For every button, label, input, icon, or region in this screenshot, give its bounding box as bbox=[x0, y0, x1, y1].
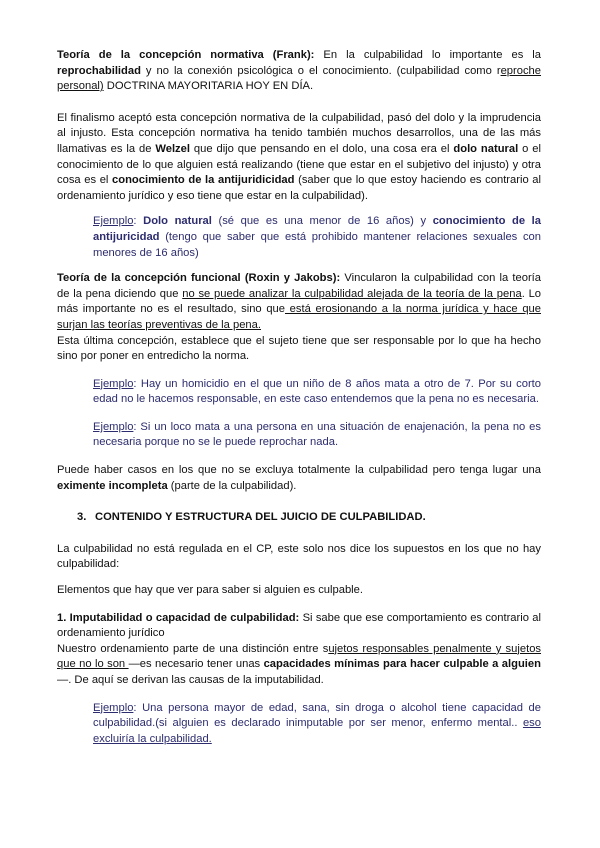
paragraph-functional-theory: Teoría de la concepción funcional (Roxin y Jakobs): Vincularon la culpabilidad con la teoría de la pena diciendo que no se puede analizar la culpabilidad alejada de la teoría de la pena. Lo más importante no es el resultado, sino que está erosionando a la norma jurídica y hace que surjan las teorías preventivas de la pena. bbox=[57, 272, 542, 331]
paragraph-finalism: El finalismo aceptó esta concepción normativa de la culpabilidad, pasó del dolo y la imprudencia al injusto. Esta concepción normativa ha tenido también muchos desarrollos, una de las más llamativas es la de Welzel que dijo que pensando en el dolo, una cosa era el dolo natural o el conocimiento de lo que alguien está realizando (tiene que estar en el subjetivo del injusto) y otra cosa es el conocimiento de la antijuridicidad (saber que lo que estoy haciendo es contrario al ordenamiento jurídico y eso tiene que estar en la culpabilidad). bbox=[57, 111, 542, 202]
paragraph-elements: Elementos que hay que ver para saber si alguien es culpable. bbox=[57, 584, 363, 597]
section-heading-3: 3. CONTENIDO Y ESTRUCTURA DEL JUICIO DE CULPABILIDAD. bbox=[77, 511, 426, 524]
paragraph-imputability: 1. Imputabilidad o capacidad de culpabilidad: Si sabe que ese comportamiento es contrario al ordenamiento jurídico bbox=[57, 611, 541, 640]
document-page bbox=[57, 48, 541, 747]
paragraph-imputability-cont: Nuestro ordenamiento parte de una distinción entre sujetos responsables penalmente y sujetos que no lo son —es necesario tener unas capacidades mínimas para hacer culpable a alguien—. De aquí se derivan las causas de la imputabilidad. bbox=[57, 642, 542, 686]
example-dolo-natural: Ejemplo: Dolo natural (sé que es una menor de 16 años) y conocimiento de la antijuricidad (tengo que saber que está prohibido mantener relaciones sexuales con menores de 16 años) bbox=[93, 215, 542, 259]
example-imputability: Ejemplo: Una persona mayor de edad, sana, sin droga o alcohol tiene capacidad de culpabilidad.(si alguien es declarado inimputable por ser menor, enfermo mental.. eso excluiría la culpabilidad. bbox=[93, 701, 541, 745]
paragraph-cp-regulation: La culpabilidad no está regulada en el CP, este solo nos dice los supuestos en los que no hay culpabilidad: bbox=[57, 542, 541, 571]
paragraph-normative-theory: Teoría de la concepción normativa (Frank): En la culpabilidad lo importante es la reprochabilidad y no la conexión psicológica o el conocimiento. (culpabilidad como reproche personal) DOCTRINA MAYORITARIA HOY EN DÍA. bbox=[57, 49, 542, 93]
example-child-homicide: Ejemplo: Hay un homicidio en el que un niño de 8 años mata a otro de 7. Por su corto edad no le hacemos responsable, en este caso entendemos que la pena no es necesaria. bbox=[93, 377, 541, 406]
paragraph-incomplete-exemption: Puede haber casos en los que no se excluya totalmente la culpabilidad pero tenga lugar una eximente incompleta (parte de la culpabilidad). bbox=[57, 464, 541, 492]
example-insanity: Ejemplo: Si un loco mata a una persona en una situación de enajenación, la pena no es necesaria porque no se le puede reprochar nada. bbox=[93, 420, 541, 449]
paragraph-functional-theory-cont: Esta última concepción, establece que el sujeto tiene que ser responsable por lo que ha hecho sino por poner en entredicho la norma. bbox=[57, 334, 541, 363]
